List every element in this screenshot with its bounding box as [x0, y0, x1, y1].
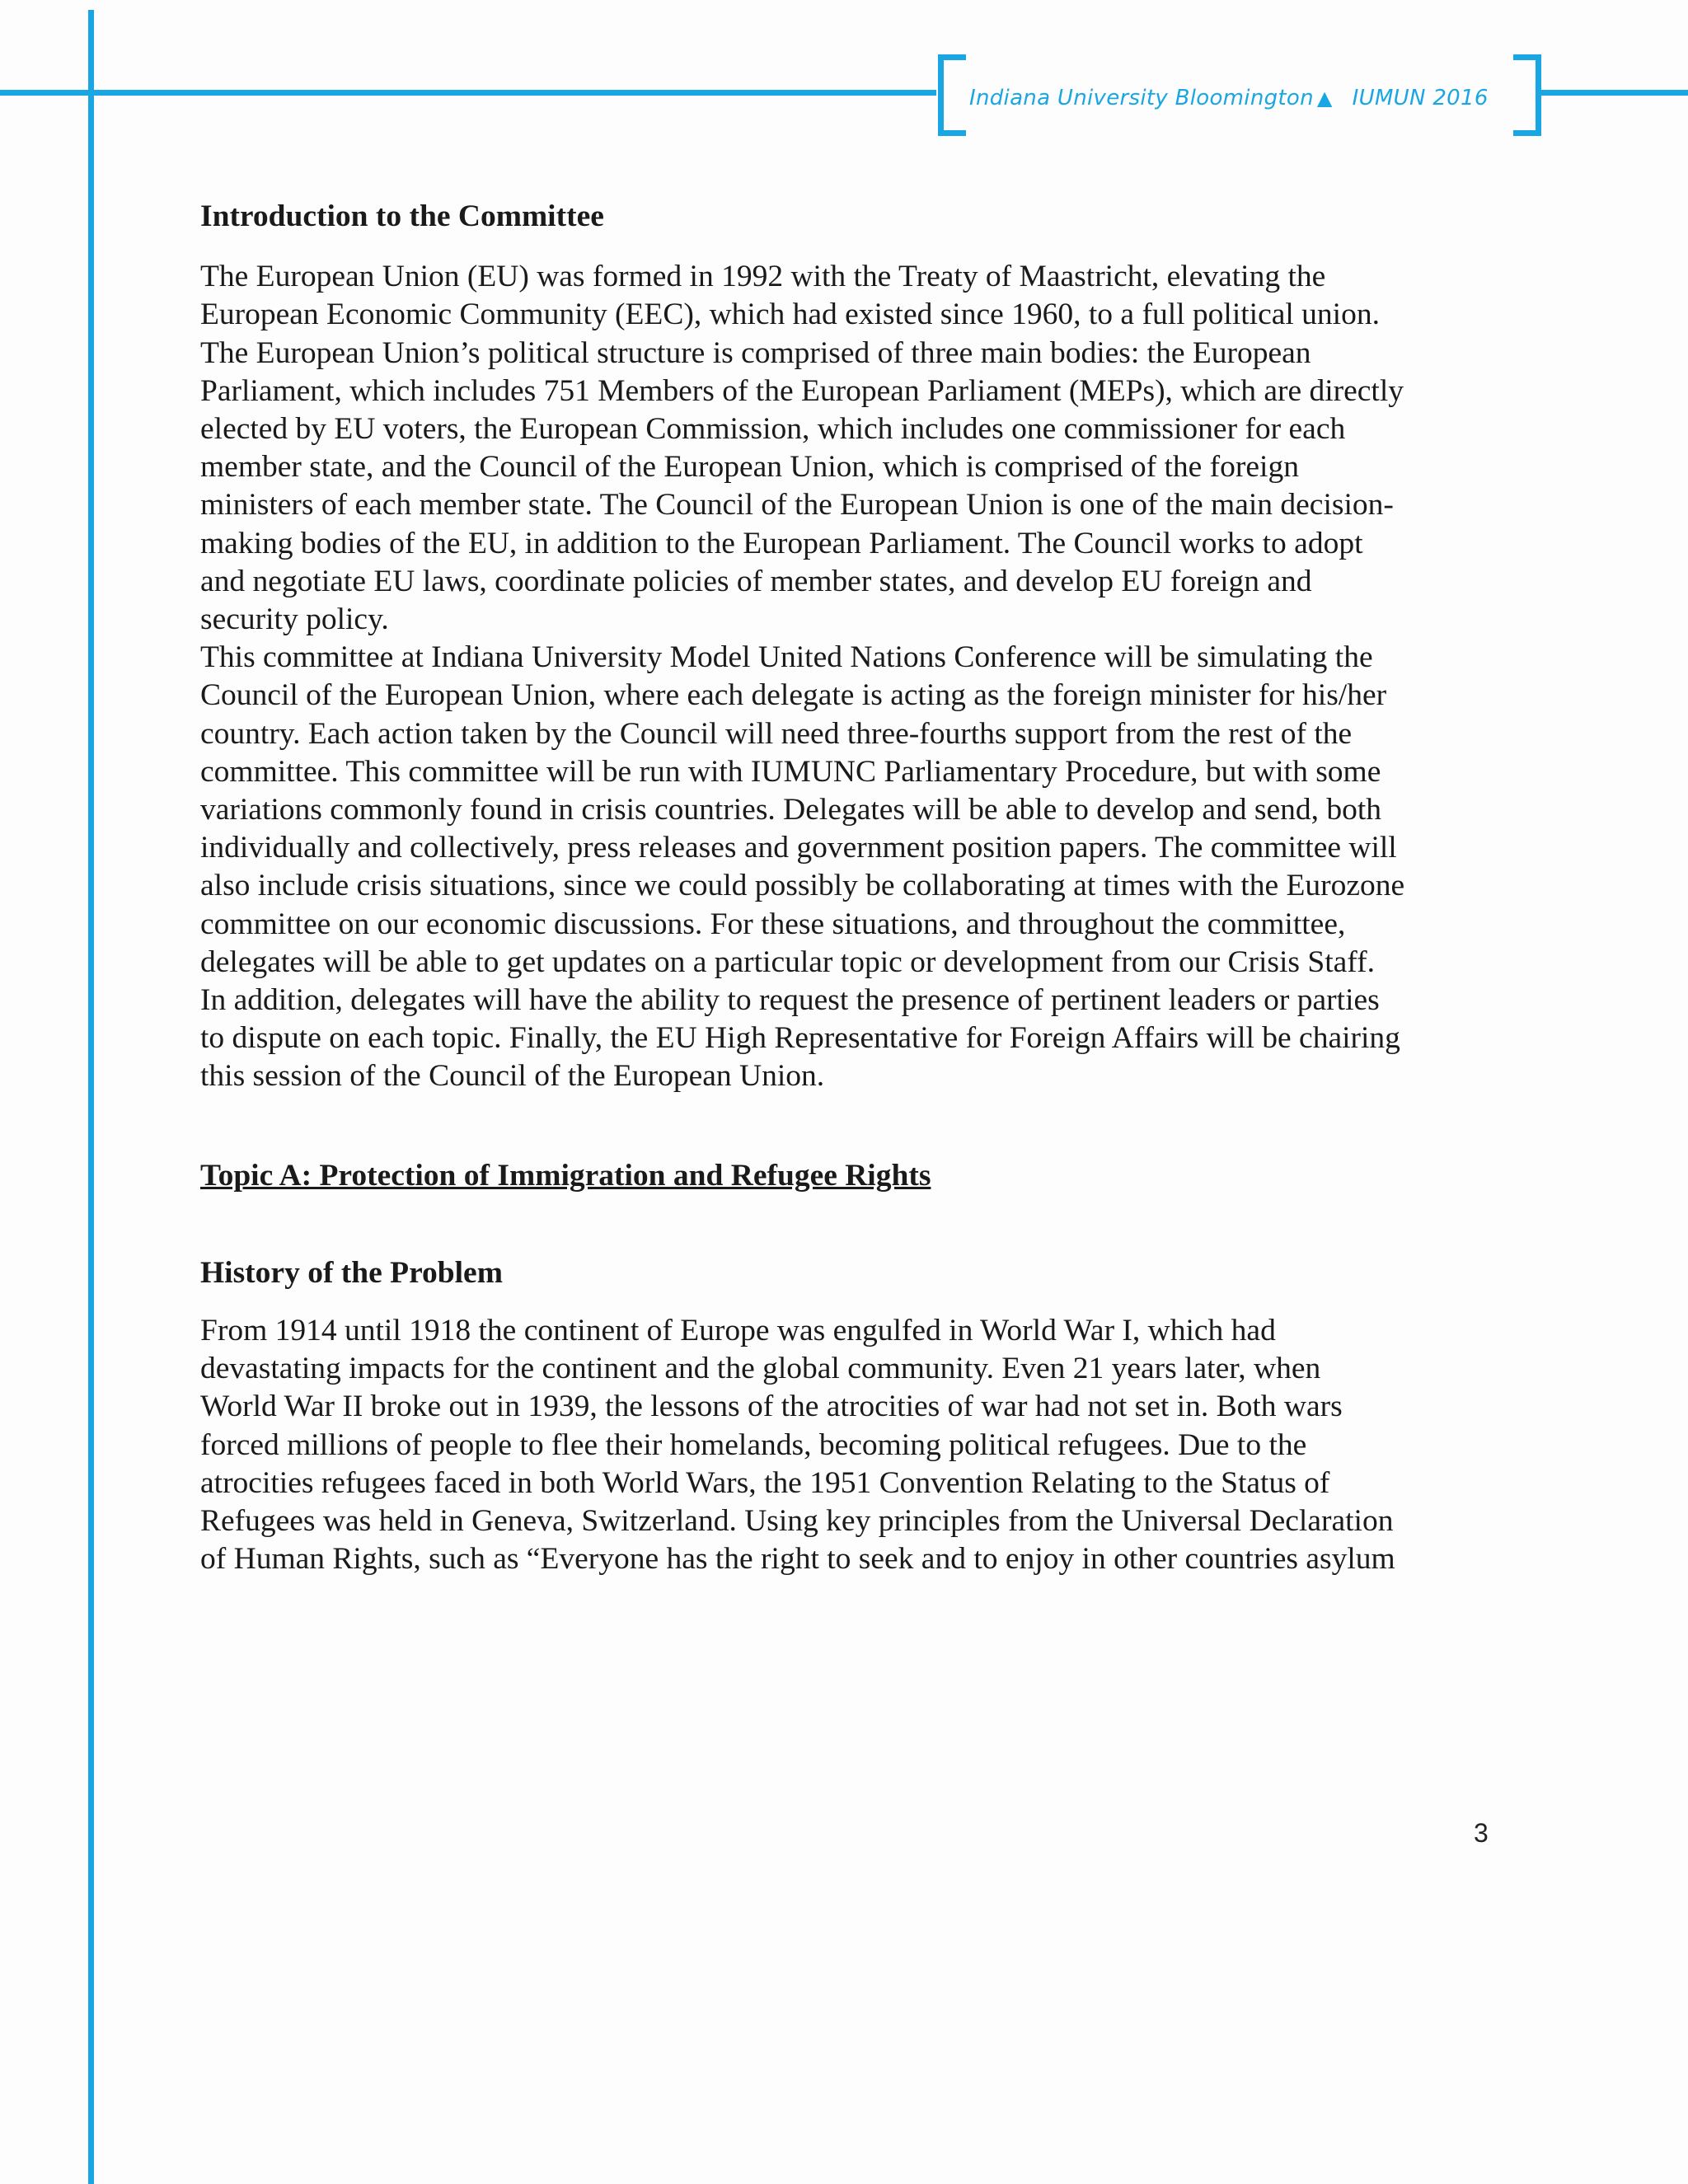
history-heading: History of the Problem [200, 1255, 503, 1290]
topic-heading: Topic A: Protection of Immigration and Refugee Rights [200, 1158, 931, 1193]
header-bracket-right [1513, 54, 1541, 136]
header-bracket-left [938, 54, 966, 136]
intro-paragraph-2: This committee at Indiana University Model United Nations Conference will be simulating the Council of the European Union, where each delegate is acting as the foreign minister for his/her country. Each action taken by the Council will need three-fourths support from the rest of the committee. This committee will be run with IUMUNC Parliamentary Procedure, but with some variations commonly found in crisis countries. Delegates will be able to develop and send, both individually and collectively, press releases and government position papers. The committee will also include crisis situations, since we could possibly be collaborating at times with the Eurozone committee on our economic discussions. For these situations, and throughout the committee, delegates will be able to get updates on a particular topic or development from our Crisis Staff. In addition, delegates will have the ability to request the presence of pertinent leaders or parties to dispute on each topic. Finally, the EU High Representative for Foreign Affairs will be chairing this session of the Council of the European Union. [200, 640, 1405, 1094]
header-institution: Indiana University Bloomington [969, 86, 1314, 110]
page-left-rule [88, 10, 94, 2184]
header-conference: IUMUN 2016 [1352, 86, 1489, 110]
triangle-icon: ▲ [1316, 87, 1333, 110]
running-header [969, 86, 1497, 110]
document-body [200, 198, 1503, 1579]
intro-paragraph-1: The European Union (EU) was formed in 1992 with the Treaty of Maastricht, elevating the European Economic Community (EEC), which had existed since 1960, to a full political union. The European Union’s political structure is comprised of three main bodies: the European Parliament, which includes 751 Members of the European Parliament (MEPs), which are directly elected by EU voters, the European Commission, which includes one commissioner for each member state, and the Council of the European Union, which is comprised of the foreign ministers of each member state. The Council of the European Union is one of the main decision- making bodies of the EU, in addition to the European Parliament. The Council works to adopt and negotiate EU laws, coordinate policies of member states, and develop EU foreign and security policy. [200, 260, 1404, 637]
history-paragraph: From 1914 until 1918 the continent of Europe was engulfed in World War I, which had devastating impacts for the continent and the global community. Even 21 years later, when World War II broke out in 1939, the lessons of the atrocities of war had not set in. Both wars forced millions of people to flee their homelands, becoming political refugees. Due to the atrocities refugees faced in both World Wars, the 1951 Convention Relating to the Status of Refugees was held in Geneva, Switzerland. Using key principles from the Universal Declaration of Human Rights, such as “Everyone has the right to seek and to enjoy in other countries asylum [200, 1314, 1395, 1577]
intro-heading: Introduction to the Committee [200, 199, 604, 233]
header-rule-right [1541, 90, 1688, 96]
header-rule-left [0, 90, 936, 96]
page-number: 3 [1474, 1818, 1489, 1848]
